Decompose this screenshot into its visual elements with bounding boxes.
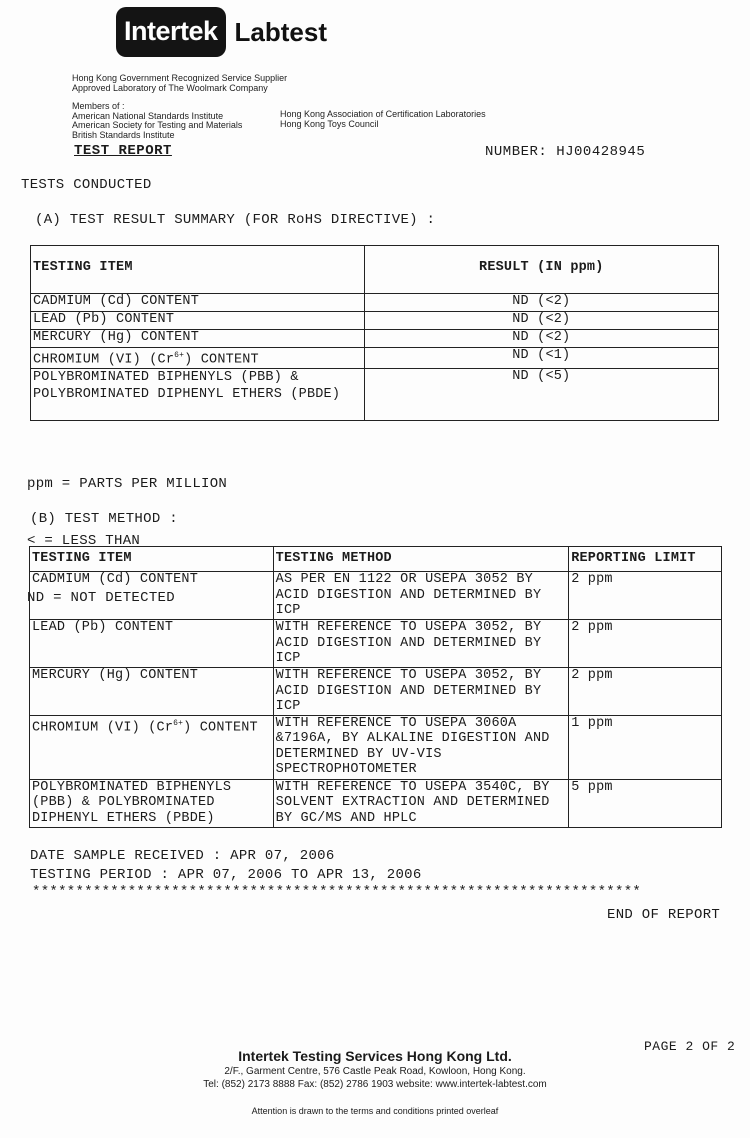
cell-limit: 2 ppm	[569, 668, 722, 716]
members-label: Members of :	[72, 101, 125, 111]
table-row	[30, 620, 722, 668]
cell-method: WITH REFERENCE TO USEPA 3052, BY ACID DIGESTION AND DETERMINED BY ICP	[273, 668, 569, 716]
end-of-report: END OF REPORT	[607, 907, 721, 923]
member-item: American Society for Testing and Materials	[72, 120, 243, 130]
cell-method: AS PER EN 1122 OR USEPA 3052 BY ACID DIGESTION AND DETERMINED BY ICP	[273, 572, 569, 620]
result-summary-table	[30, 245, 719, 421]
report-title: TEST REPORT	[74, 143, 172, 159]
superscript: 6+	[173, 718, 184, 728]
table-header-row	[30, 547, 722, 572]
table-row	[31, 294, 719, 312]
cell-item: MERCURY (Hg) CONTENT	[30, 668, 274, 716]
table-row	[31, 369, 719, 421]
footer-company: Intertek Testing Services Hong Kong Ltd.	[238, 1048, 512, 1064]
footer-note: Attention is drawn to the terms and conditions printed overleaf	[251, 1106, 499, 1116]
table-row	[30, 779, 722, 827]
member-item: British Standards Institute	[72, 129, 175, 140]
table-row	[30, 572, 722, 620]
members-left	[72, 102, 242, 140]
company-logo	[116, 7, 327, 57]
cell-item: POLYBROMINATED BIPHENYLS (PBB) & POLYBROMINATED DIPHENYL ETHERS (PBDE)	[30, 779, 274, 827]
member-item: Hong Kong Association of Certification Laboratories	[280, 109, 486, 119]
table-row	[31, 312, 719, 330]
member-item: Hong Kong Toys Council	[280, 118, 379, 129]
date-sample-received: DATE SAMPLE RECEIVED : APR 07, 2006	[30, 848, 335, 864]
cell-result: ND (<2)	[364, 294, 718, 312]
footer-contact: Tel: (852) 2173 8888 Fax: (852) 2786 1903 website: www.intertek-labtest.com	[203, 1079, 547, 1090]
recognition-line: Hong Kong Government Recognized Service Supplier	[72, 73, 288, 83]
recognition-block	[72, 74, 287, 93]
cell-result: ND (<5)	[364, 369, 718, 421]
table-row	[30, 715, 722, 779]
cell-item: CADMIUM (Cd) CONTENT	[30, 572, 274, 620]
cell-result: ND (<2)	[364, 312, 718, 330]
legend-item: ppm = PARTS PER MILLION	[27, 476, 228, 492]
cell-result: ND (<1)	[364, 348, 718, 369]
item-text: ) CONTENT	[184, 352, 259, 368]
table-header-row	[31, 246, 719, 294]
cell-limit: 1 ppm	[569, 715, 722, 779]
item-text: CHROMIUM (VI) (Cr	[32, 720, 174, 735]
cell-item: POLYBROMINATED BIPHENYLS (PBB) & POLYBROMINATED DIPHENYL ETHERS (PBDE)	[31, 369, 365, 421]
item-text: CHROMIUM (VI) (Cr	[33, 352, 175, 368]
table-row	[30, 668, 722, 716]
cell-limit: 2 ppm	[569, 620, 722, 668]
legend-item: ND = NOT DETECTED	[27, 590, 175, 606]
cell-item: CADMIUM (Cd) CONTENT	[31, 294, 365, 312]
logo-brand: Intertek	[116, 7, 226, 57]
member-item: American National Standards Institute	[72, 110, 224, 121]
header-result: RESULT (IN ppm)	[364, 246, 718, 294]
cell-item: MERCURY (Hg) CONTENT	[31, 330, 365, 348]
cell-item: LEAD (Pb) CONTENT	[30, 620, 274, 668]
cell-item	[31, 348, 365, 369]
members-right	[280, 110, 486, 129]
cell-result: ND (<2)	[364, 330, 718, 348]
cell-item	[30, 715, 274, 779]
logo-sub: Labtest	[234, 16, 328, 47]
section-a-title: (A) TEST RESULT SUMMARY (FOR RoHS DIRECTIVE) :	[35, 212, 436, 228]
tests-conducted-heading: TESTS CONDUCTED	[21, 177, 152, 193]
cell-method: WITH REFERENCE TO USEPA 3060A &7196A, BY ALKALINE DIGESTION AND DETERMINED BY UV-VIS SPECTROPHOTOMETER	[273, 715, 569, 779]
recognition-line: Approved Laboratory of The Woolmark Company	[72, 82, 268, 93]
footer-address: 2/F., Garment Centre, 576 Castle Peak Road, Kowloon, Hong Kong.	[224, 1066, 526, 1077]
item-text: ) CONTENT	[183, 720, 258, 735]
cell-limit: 5 ppm	[569, 779, 722, 827]
test-method-table	[29, 546, 722, 828]
table-row	[31, 330, 719, 348]
testing-period: TESTING PERIOD : APR 07, 2006 TO APR 13, 2006	[30, 867, 422, 883]
page-number: PAGE 2 OF 2	[644, 1039, 736, 1054]
cell-method: WITH REFERENCE TO USEPA 3540C, BY SOLVENT EXTRACTION AND DETERMINED BY GC/MS AND HPLC	[273, 779, 569, 827]
header-testing-method: TESTING METHOD	[273, 547, 569, 572]
cell-method: WITH REFERENCE TO USEPA 3052, BY ACID DIGESTION AND DETERMINED BY ICP	[273, 620, 569, 668]
report-number: NUMBER: HJ00428945	[485, 144, 646, 160]
header-testing-item: TESTING ITEM	[30, 547, 274, 572]
table-row	[31, 348, 719, 369]
superscript: 6+	[174, 351, 185, 360]
separator-line: **********************************************************************	[32, 884, 642, 900]
cell-limit: 2 ppm	[569, 572, 722, 620]
header-reporting-limit: REPORTING LIMIT	[569, 547, 722, 572]
header-testing-item: TESTING ITEM	[31, 246, 365, 294]
legend-item: < = LESS THAN	[27, 533, 141, 549]
section-b-title: (B) TEST METHOD :	[30, 511, 178, 527]
cell-item: LEAD (Pb) CONTENT	[31, 312, 365, 330]
